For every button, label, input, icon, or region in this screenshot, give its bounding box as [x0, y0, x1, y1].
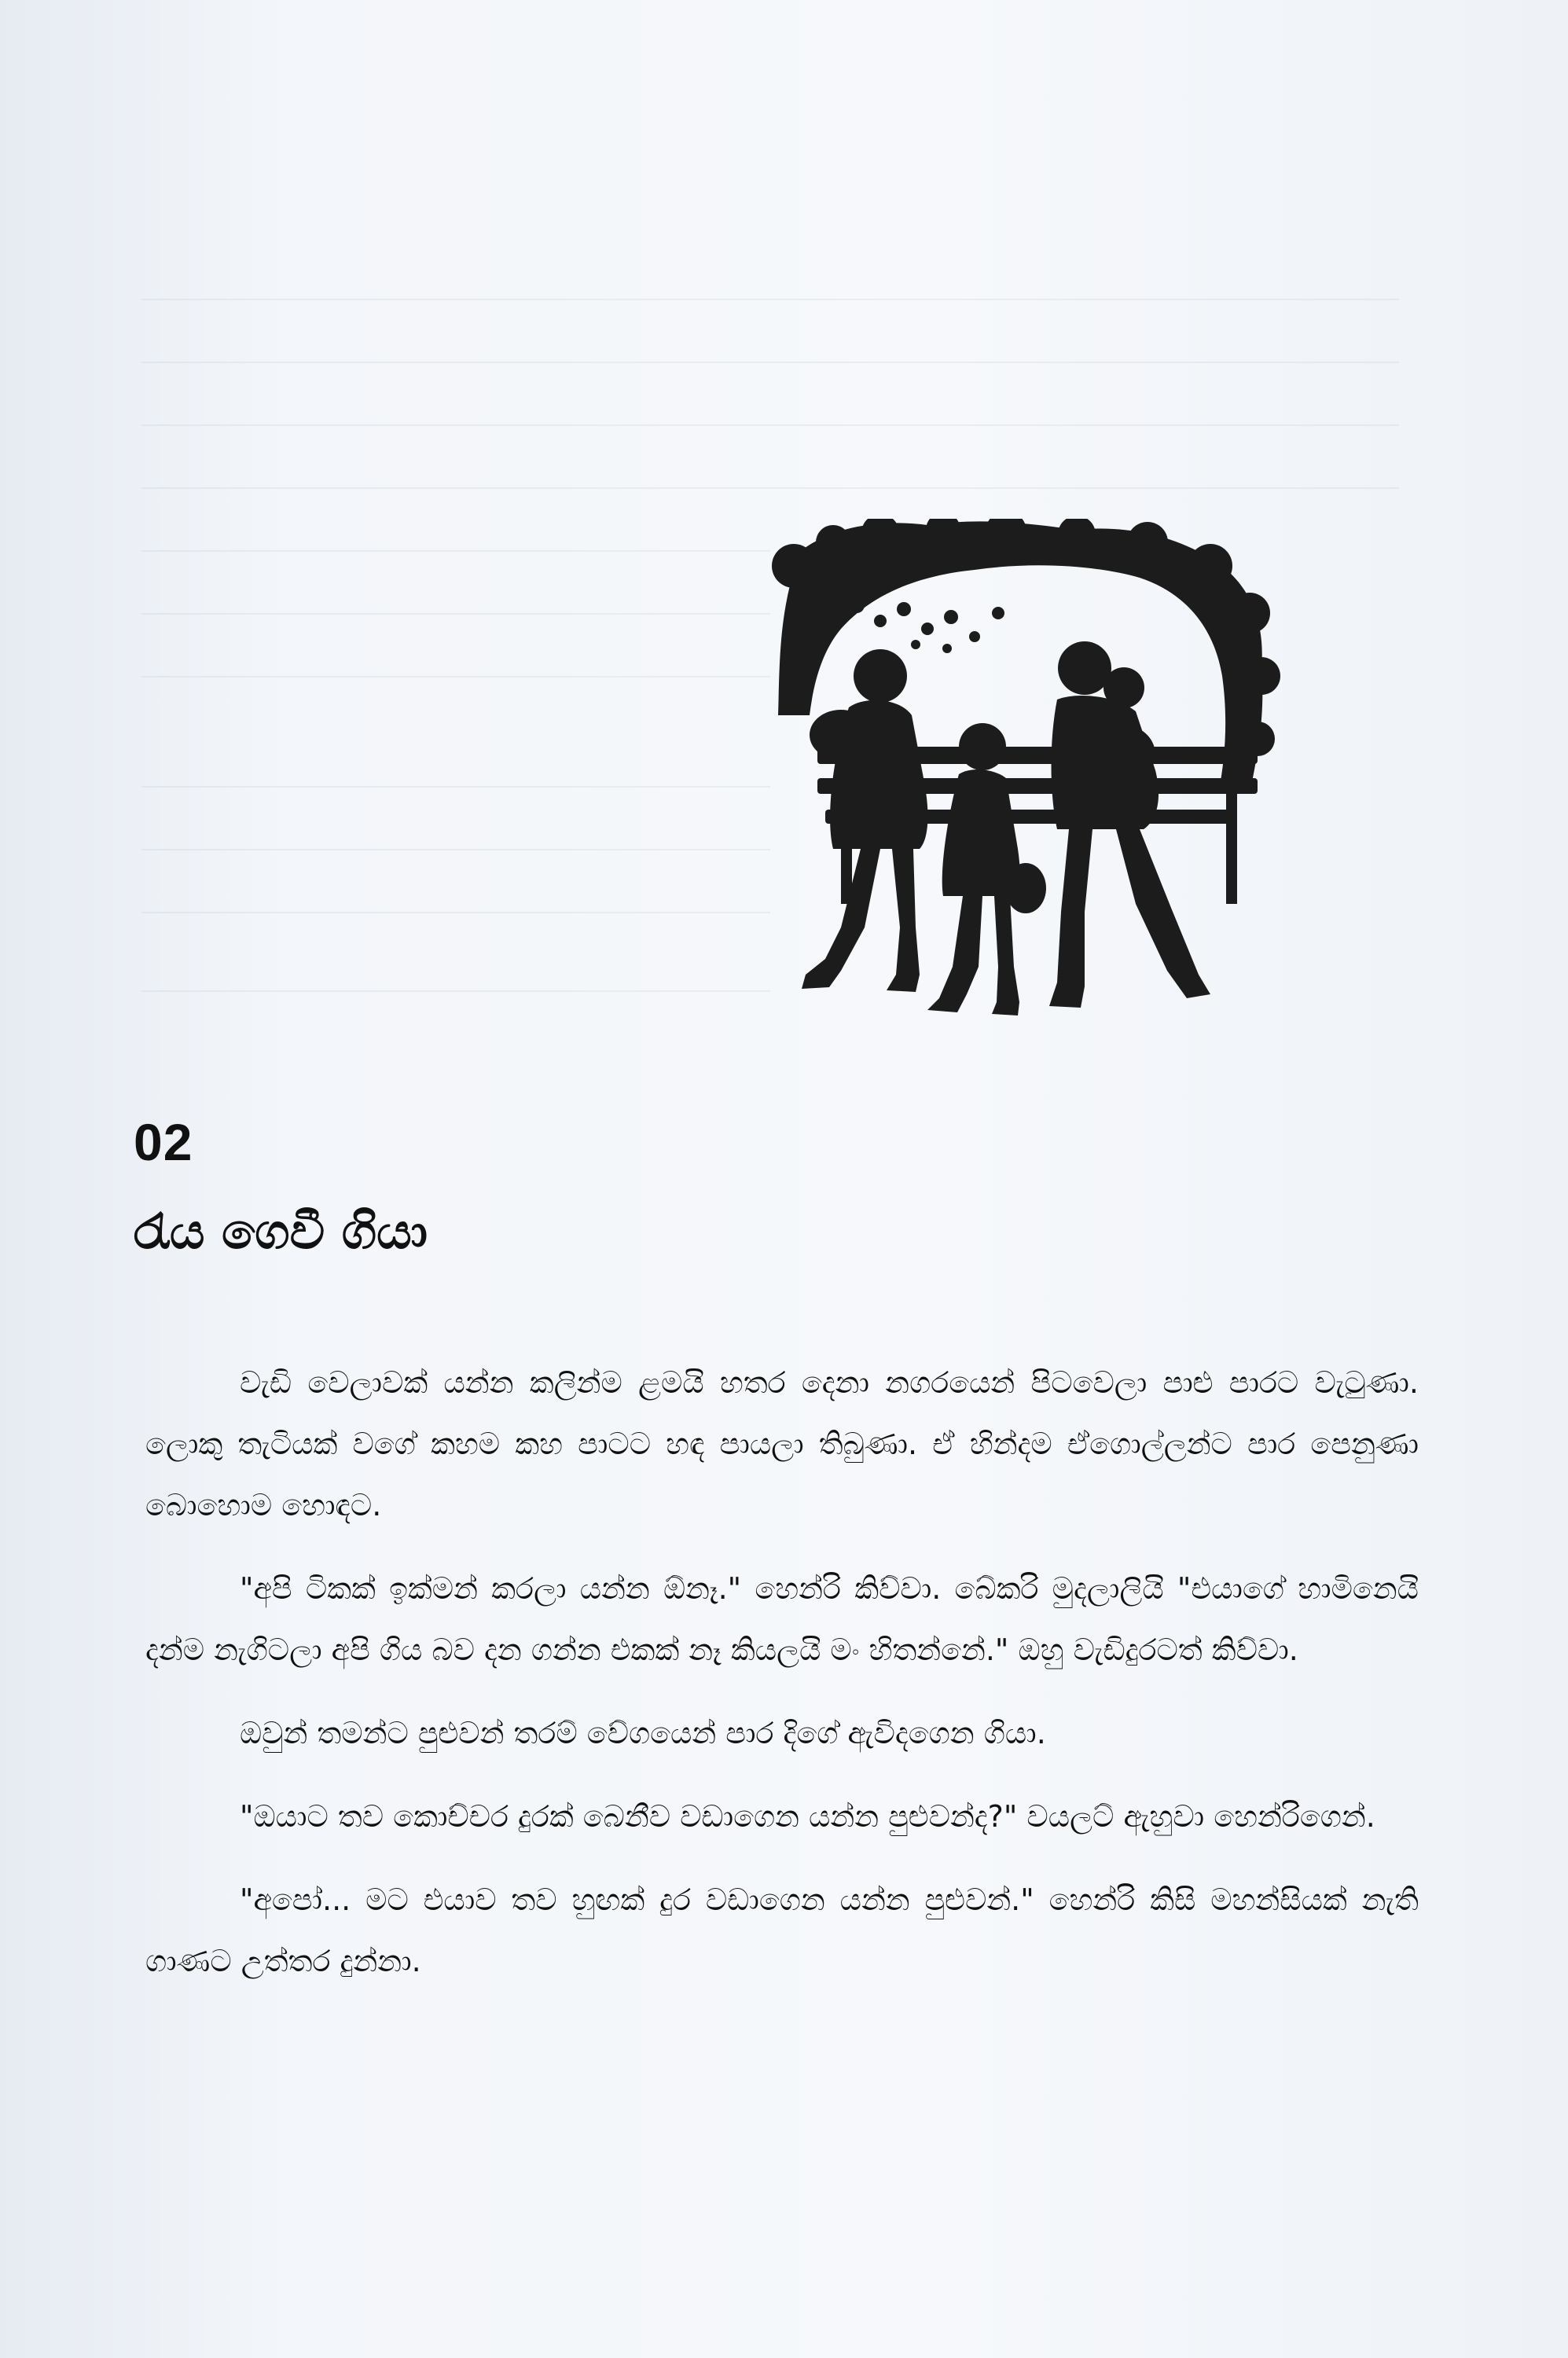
chapter-number: 02 — [134, 1113, 193, 1171]
chapter-title: රැය ගෙවී ගියා — [134, 1203, 428, 1260]
bleed-through-line — [141, 676, 770, 678]
paragraph: "ඔයාට තව කොච්චර දුරක් බෙනීව වඩාගෙන යන්න පුළුවන්ද?" වයලට් ඇහුවා හෙන්රිගෙන්. — [240, 1799, 1375, 1834]
paragraph: "අපි ටිකක් ඉක්මන් කරලා යන්න ඕනෑ." හෙන්රි කිව්වා. බේකරි මුදලාලියි "එයාගේ හාමිනෙයි දන්ම නැගිටලා අපි ගිය බව දන ගන්න එකක් නෑ කියලයි මං හිතන්නේ." ඔහු වැඩිදුරටත් කිව්වා. — [145, 1571, 1419, 1667]
bleed-through-line — [141, 912, 770, 913]
bleed-through-line — [141, 362, 1399, 363]
bleed-through-line — [141, 550, 770, 552]
paragraph: ඔවුන් තමන්ට පුළුවන් තරම් වේගයෙන් පාර දිගේ ඇවිදගෙන ගියා. — [240, 1716, 1046, 1750]
bleed-through-line — [141, 613, 770, 615]
silhouette-children-walking-icon — [747, 519, 1297, 1053]
bleed-through-line — [141, 487, 1399, 489]
chapter-body — [145, 1352, 1419, 2014]
bleed-through-line — [141, 990, 770, 992]
bleed-through-line — [141, 299, 1399, 300]
bleed-through-line — [141, 849, 770, 850]
paragraph: වැඩි වෙලාවක් යන්න කලින්ම ළමයි හතර දෙනා නගරයෙන් පිටවෙලා පාළු පාරට වැටුණා. ලොකු තැටියක් වගේ කහම කහ පාටට හඳ පායලා තිබුණා. ඒ හින්දම ඒගොල්ලන්ට පාර පෙනුණා බොහොම හොඳට. — [145, 1365, 1419, 1522]
bleed-through-line — [141, 424, 1399, 426]
paragraph: "අපෝ... මට එයාව තව හුඟක් දුර වඩාගෙන යන්න පුළුවන්." හෙන්රි කිසි මහන්සියක් නැති ගාණට උත්තර දුන්නා. — [145, 1882, 1419, 1978]
bleed-through-line — [141, 786, 770, 788]
